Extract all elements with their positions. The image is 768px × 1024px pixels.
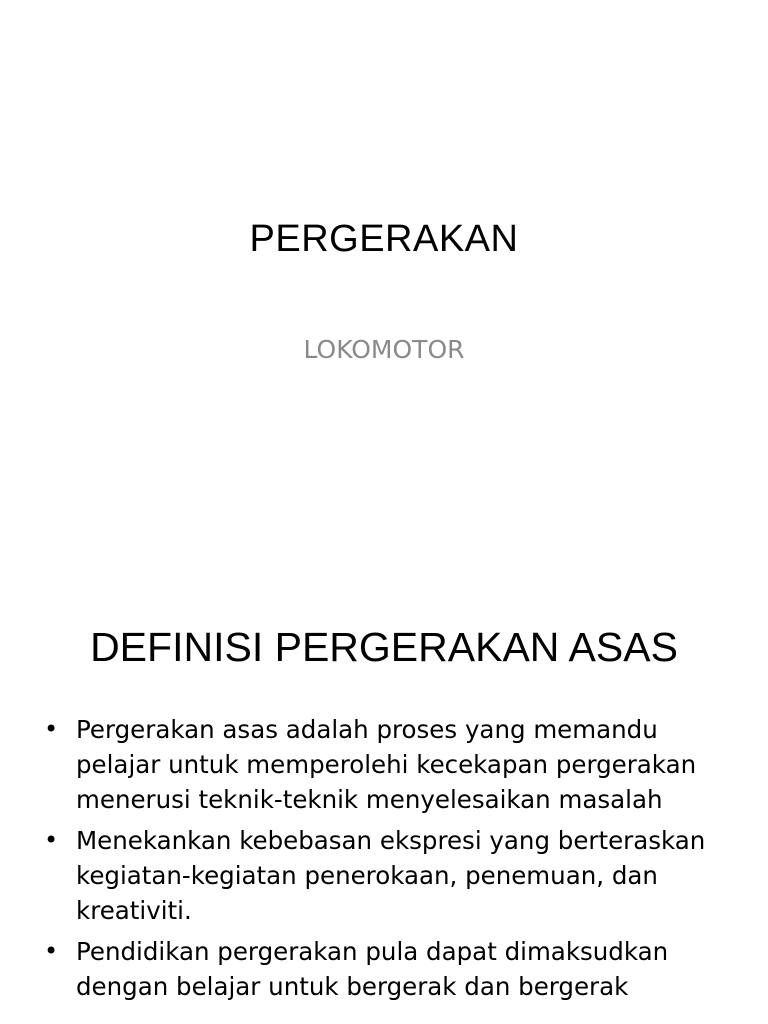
bullet-item: [40, 934, 740, 1004]
bullet-text: Pendidikan pergerakan pula dapat dimaksudkan dengan belajar untuk bergerak dan bergerak: [76, 937, 669, 1001]
slide-title-heading: PERGERAKAN: [249, 218, 519, 260]
bullet-icon: •: [44, 937, 59, 965]
slide-definition: [0, 578, 768, 1024]
bullet-icon: •: [44, 826, 59, 854]
bullet-list: [40, 712, 740, 1010]
bullet-icon: •: [44, 715, 59, 743]
bullet-text: Pergerakan asas adalah proses yang memandu pelajar untuk memperolehi kecekapan pergerakan menerusi teknik-teknik menyelesaikan masalah: [76, 715, 697, 814]
definition-heading: DEFINISI PERGERAKAN ASAS: [90, 624, 678, 670]
bullet-text: Menekankan kebebasan ekspresi yang berteraskan kegiatan-kegiatan penerokaan, penemuan, dan kreativiti.: [76, 826, 706, 925]
bullet-item: [40, 712, 740, 817]
slide-subtitle: LOKOMOTOR: [303, 335, 465, 364]
bullet-item: [40, 823, 740, 928]
